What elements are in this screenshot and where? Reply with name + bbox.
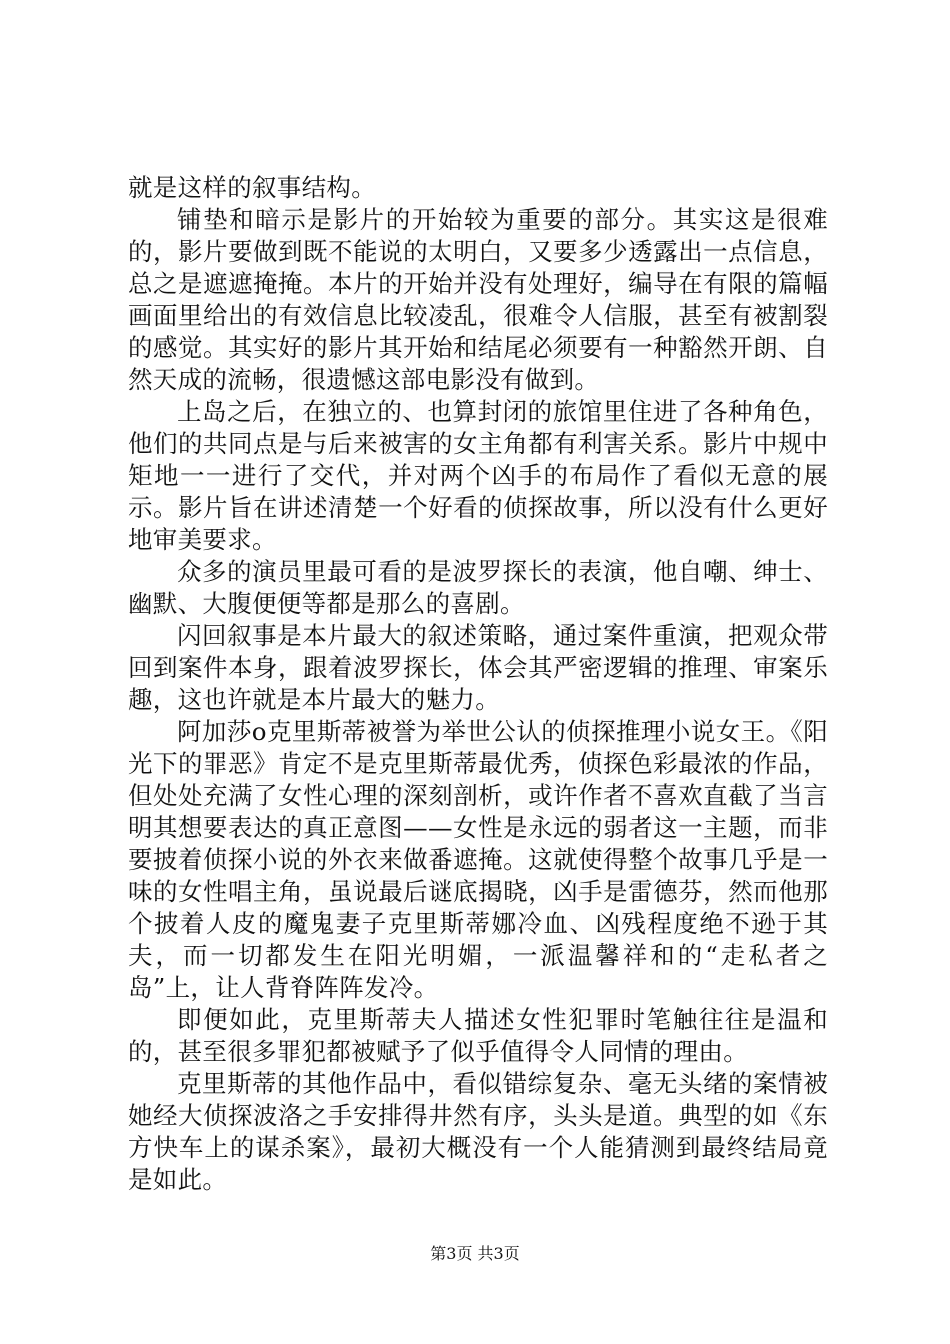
paragraph: 闪回叙事是本片最大的叙述策略，通过案件重演，把观众带回到案件本身，跟着波罗探长，体会其严密逻辑的推理、审案乐趣，这也许就是本片最大的魅力。	[128, 621, 828, 714]
paragraph: 铺垫和暗示是影片的开始较为重要的部分。其实这是很难的，影片要做到既不能说的太明白，又要多少透露出一点信息，总之是遮遮掩掩。本片的开始并没有处理好，编导在有限的篇幅画面里给出的有效信息比较凌乱，很难令人信服，甚至有被割裂的感觉。其实好的影片其开始和结尾必须要有一种豁然开朗、自然天成的流畅，很遗憾这部电影没有做到。	[128, 205, 828, 394]
paragraph: 上岛之后，在独立的、也算封闭的旅馆里住进了各种角色，他们的共同点是与后来被害的女主角都有利害关系。影片中规中矩地一一进行了交代，并对两个凶手的布局作了看似无意的展示。影片旨在讲述清楚一个好看的侦探故事，所以没有什么更好地审美要求。	[128, 397, 828, 554]
paragraph-continuation: 就是这样的叙事结构。	[128, 173, 376, 202]
page-footer: 第3页 共3页	[430, 1244, 520, 1263]
paragraph: 克里斯蒂的其他作品中，看似错综复杂、毫无头绪的案情被她经大侦探波洛之手安排得井然有序，头头是道。典型的如《东方快车上的谋杀案》，最初大概没有一个人能猜测到最终结局竟是如此。	[128, 1069, 828, 1194]
paragraph: 即便如此，克里斯蒂夫人描述女性犯罪时笔触往往是温和的，甚至很多罪犯都被赋予了似乎值得令人同情的理由。	[128, 1005, 828, 1066]
document-body	[128, 172, 828, 1196]
paragraph: 众多的演员里最可看的是波罗探长的表演，他自嘲、绅士、幽默、大腹便便等都是那么的喜剧。	[128, 557, 828, 618]
paragraph: 阿加莎o克里斯蒂被誉为举世公认的侦探推理小说女王。《阳光下的罪恶》肯定不是克里斯蒂最优秀，侦探色彩最浓的作品，但处处充满了女性心理的深刻剖析，或许作者不喜欢直截了当言明其想要表达的真正意图——女性是永远的弱者这一主题，而非要披着侦探小说的外衣来做番遮掩。这就使得整个故事几乎是一味的女性唱主角，虽说最后谜底揭晓，凶手是雷德芬，然而他那个披着人皮的魔鬼妻子克里斯蒂娜冷血、凶残程度绝不逊于其夫，而一切都发生在阳光明媚，一派温馨祥和的“走私者之岛”上，让人背脊阵阵发冷。	[128, 717, 828, 1002]
